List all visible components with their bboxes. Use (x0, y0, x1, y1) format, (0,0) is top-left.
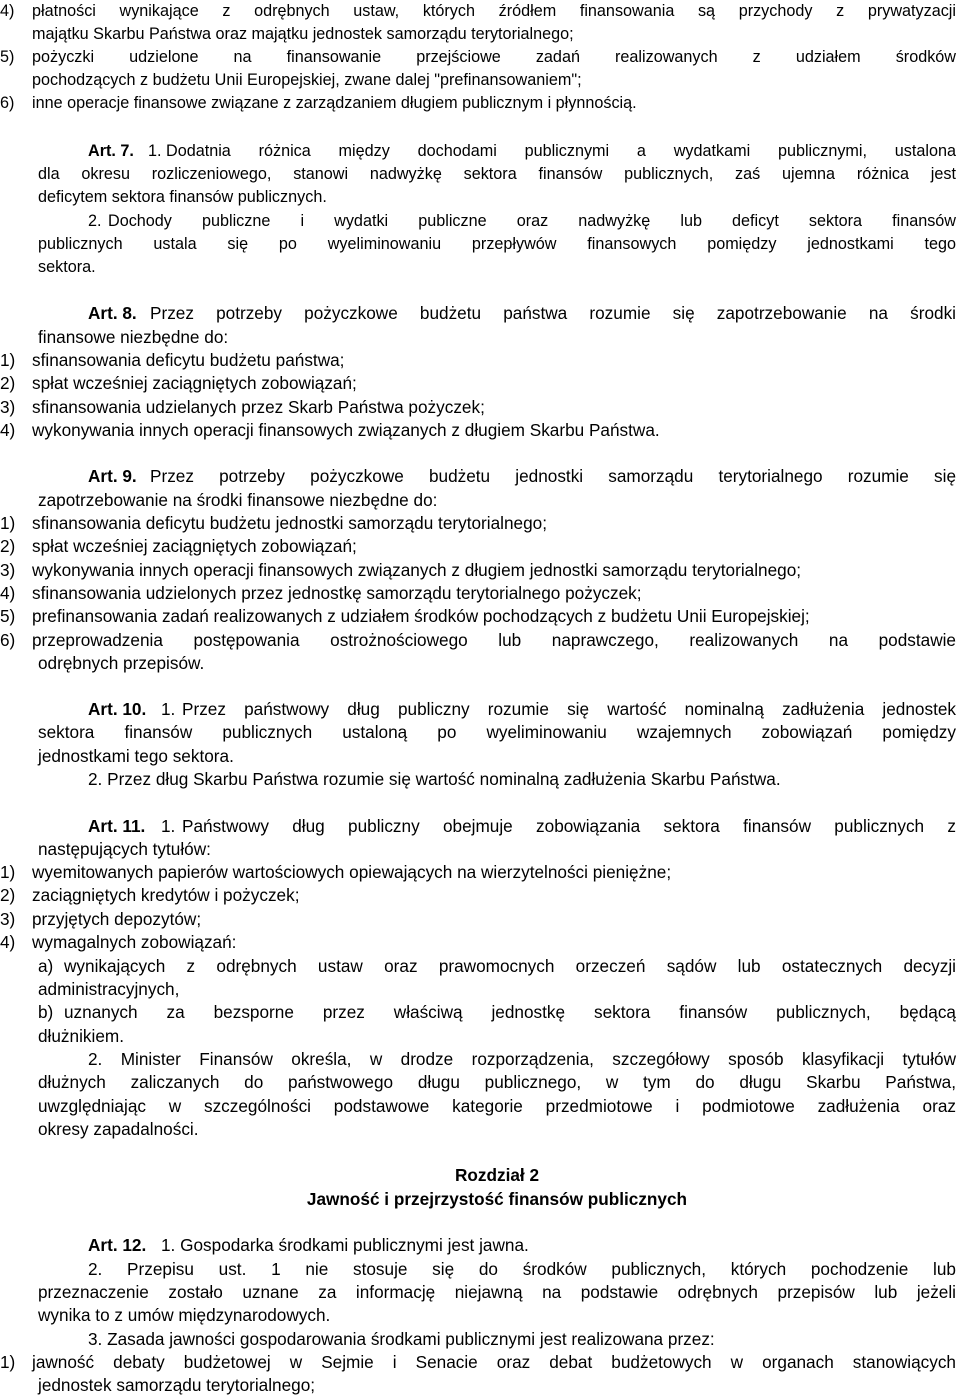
article-text: finansowe niezbędne do: (38, 327, 229, 347)
sublist-item-text: administracyjnych, (38, 979, 180, 999)
article-text: 1. Gospodarka środkami publicznymi jest jawna. (161, 1235, 529, 1255)
list-item-number: 1) (0, 1352, 16, 1372)
list-item-text: sfinansowania udzielonych przez jednostkę samorządu terytorialnego pożyczek; (32, 583, 642, 603)
article-label: Art. 12. (88, 1235, 147, 1255)
article-text: 3. Zasada jawności gospodarowania środkami publicznymi jest realizowana przez: (88, 1329, 715, 1349)
list-item-text: spłat wcześniej zaciągniętych zobowiązań; (32, 536, 357, 556)
list-item-number: 4) (0, 932, 16, 952)
article-text: jednostkami tego sektora. (38, 746, 234, 766)
list-item-number: 3) (0, 909, 16, 929)
list-item-number: 6) (0, 94, 15, 112)
article-text: 2. Minister Finansów określa, w drodze rozporządzenia, szczegółowy sposób klasyfikacji tytułów (88, 1049, 956, 1069)
paragraph-number: 1. (161, 816, 176, 836)
article-text: przeznaczenie zostało uznane za informację niejawną na podstawie odrębnych przepisów lub jeżeli (38, 1282, 956, 1302)
list-item-text: sfinansowania deficytu budżetu państwa; (32, 350, 345, 370)
article-text: Przez potrzeby pożyczkowe budżetu jednostki samorządu terytorialnego rozumie się (150, 466, 956, 486)
list-item-number: 5) (0, 606, 16, 626)
list-item-text: przyjętych depozytów; (32, 909, 202, 929)
list-item-text: wykonywania innych operacji finansowych związanych z długiem jednostki samorządu terytorialnego; (32, 560, 802, 580)
article-text: następujących tytułów: (38, 839, 211, 859)
article-text: sektora finansów publicznych ustaloną po wyeliminowaniu wzajemnych zobowiązań pomiędzy (38, 722, 956, 742)
list-item-text: sfinansowania deficytu budżetu jednostki samorządu terytorialnego; (32, 513, 547, 533)
article-text: uwzględniając w szczególności podstawowe kategorie przedmiotowe i podmiotowe zadłużenia oraz (38, 1096, 956, 1116)
list-item-number: 2) (0, 373, 16, 393)
article-text: Państwowy dług publiczny obejmuje zobowiązania sektora finansów publicznych z (182, 816, 956, 836)
article-text: dłużnych zaliczanych do państwowego długu publicznego, w tym do długu Skarbu Państwa, (38, 1072, 956, 1092)
list-item-number: 1) (0, 513, 16, 533)
article-text: sektora. (38, 258, 96, 276)
list-item-text: płatności wynikające z odrębnych ustaw, których źródłem finansowania są przychody z prywatyzacji (32, 2, 956, 20)
list-item-text: wymagalnych zobowiązań: (32, 932, 237, 952)
article-text: Przez państwowy dług publiczny rozumie się wartość nominalną zadłużenia jednostek (182, 699, 956, 719)
article-text: Dochody publiczne i wydatki publiczne oraz nadwyżkę lub deficyt sektora finansów (108, 212, 956, 230)
list-item-text: pochodzących z budżetu Unii Europejskiej, zwane dalej "prefinansowaniem"; (32, 71, 582, 89)
article-text: deficytem sektora finansów publicznych. (38, 188, 327, 206)
list-item-text: jednostek samorządu terytorialnego; (38, 1375, 316, 1395)
article-text: okresy zapadalności. (38, 1119, 199, 1139)
sublist-item-text: dłużnikiem. (38, 1026, 124, 1046)
chapter-title: Rozdział 2 (454, 1165, 540, 1185)
list-item-number: 4) (0, 420, 16, 440)
article-text: 2. Przepisu ust. 1 nie stosuje się do środków publicznych, których pochodzenie lub (88, 1259, 956, 1279)
sublist-item-text: wynikających z odrębnych ustaw oraz prawomocnych orzeczeń sądów lub ostatecznych decyzji (64, 956, 956, 976)
list-item-text: jawność debaty budżetowej w Sejmie i Senacie oraz debat budżetowych w organach stanowiących (32, 1352, 956, 1372)
article-text: 2. Przez dług Skarbu Państwa rozumie się wartość nominalną zadłużenia Skarbu Państwa. (88, 769, 781, 789)
list-item-text: odrębnych przepisów. (38, 653, 205, 673)
list-item-number: 1) (0, 862, 16, 882)
list-item-text: inne operacje finansowe związane z zarządzaniem długiem publicznym i płynnością. (32, 94, 637, 112)
paragraph-number: 1. (161, 699, 176, 719)
list-item-text: zaciągniętych kredytów i pożyczek; (32, 885, 300, 905)
list-item-number: 4) (0, 2, 15, 20)
list-item-number: 4) (0, 583, 16, 603)
list-item-number: 2) (0, 885, 16, 905)
list-item-number: 5) (0, 48, 15, 66)
article-text: Dodatnia różnica między dochodami publicznymi a wydatkami publicznymi, ustalona (166, 142, 956, 160)
article-text: wynika to z umów międzynarodowych. (38, 1305, 331, 1325)
sublist-item-letter: a) (38, 956, 54, 976)
article-label: Art. 10. (88, 699, 147, 719)
paragraph-number: 2. (88, 212, 102, 230)
chapter-subtitle: Jawność i przejrzystość finansów publicznych (306, 1189, 688, 1209)
list-item-text: wykonywania innych operacji finansowych związanych z długiem Skarbu Państwa. (32, 420, 660, 440)
list-item-text: wyemitowanych papierów wartościowych opiewających na wierzytelności pieniężne; (32, 862, 672, 882)
list-item-number: 2) (0, 536, 16, 556)
article-label: Art. 9. (88, 466, 137, 486)
article-text: dla okresu rozliczeniowego, stanowi nadwyżkę sektora finansów publicznych, zaś ujemna różnica jest (38, 165, 956, 183)
list-item-text: majątku Skarbu Państwa oraz majątku jednostek samorządu terytorialnego; (32, 25, 574, 43)
list-item-text: przeprowadzenia postępowania ostrożnościowego lub naprawczego, realizowanych na podstawie (32, 630, 956, 650)
list-item-text: sfinansowania udzielanych przez Skarb Państwa pożyczek; (32, 397, 485, 417)
list-item-number: 3) (0, 397, 16, 417)
list-item-number: 1) (0, 350, 16, 370)
list-item-number: 6) (0, 630, 16, 650)
article-text: zapotrzebowanie na środki finansowe niezbędne do: (38, 490, 438, 510)
article-text: publicznych ustala się po wyeliminowaniu przepływów finansowych pomiędzy jednostkami tego (38, 235, 956, 253)
list-item-text: pożyczki udzielone na finansowanie przejściowe zadań realizowanych z udziałem środków (32, 48, 956, 66)
paragraph-number: 1. (148, 142, 162, 160)
sublist-item-letter: b) (38, 1002, 54, 1022)
article-label: Art. 7. (88, 142, 134, 160)
article-text: Przez potrzeby pożyczkowe budżetu państwa rozumie się zapotrzebowanie na środki (150, 303, 956, 323)
article-label: Art. 8. (88, 303, 137, 323)
list-item-number: 3) (0, 560, 16, 580)
list-item-text: prefinansowania zadań realizowanych z udziałem środków pochodzących z budżetu Unii Europejskiej; (32, 606, 810, 626)
sublist-item-text: uznanych za bezsporne przez właściwą jednostkę sektora finansów publicznych, będącą (64, 1002, 956, 1022)
list-item-text: spłat wcześniej zaciągniętych zobowiązań; (32, 373, 357, 393)
article-label: Art. 11. (88, 816, 146, 836)
